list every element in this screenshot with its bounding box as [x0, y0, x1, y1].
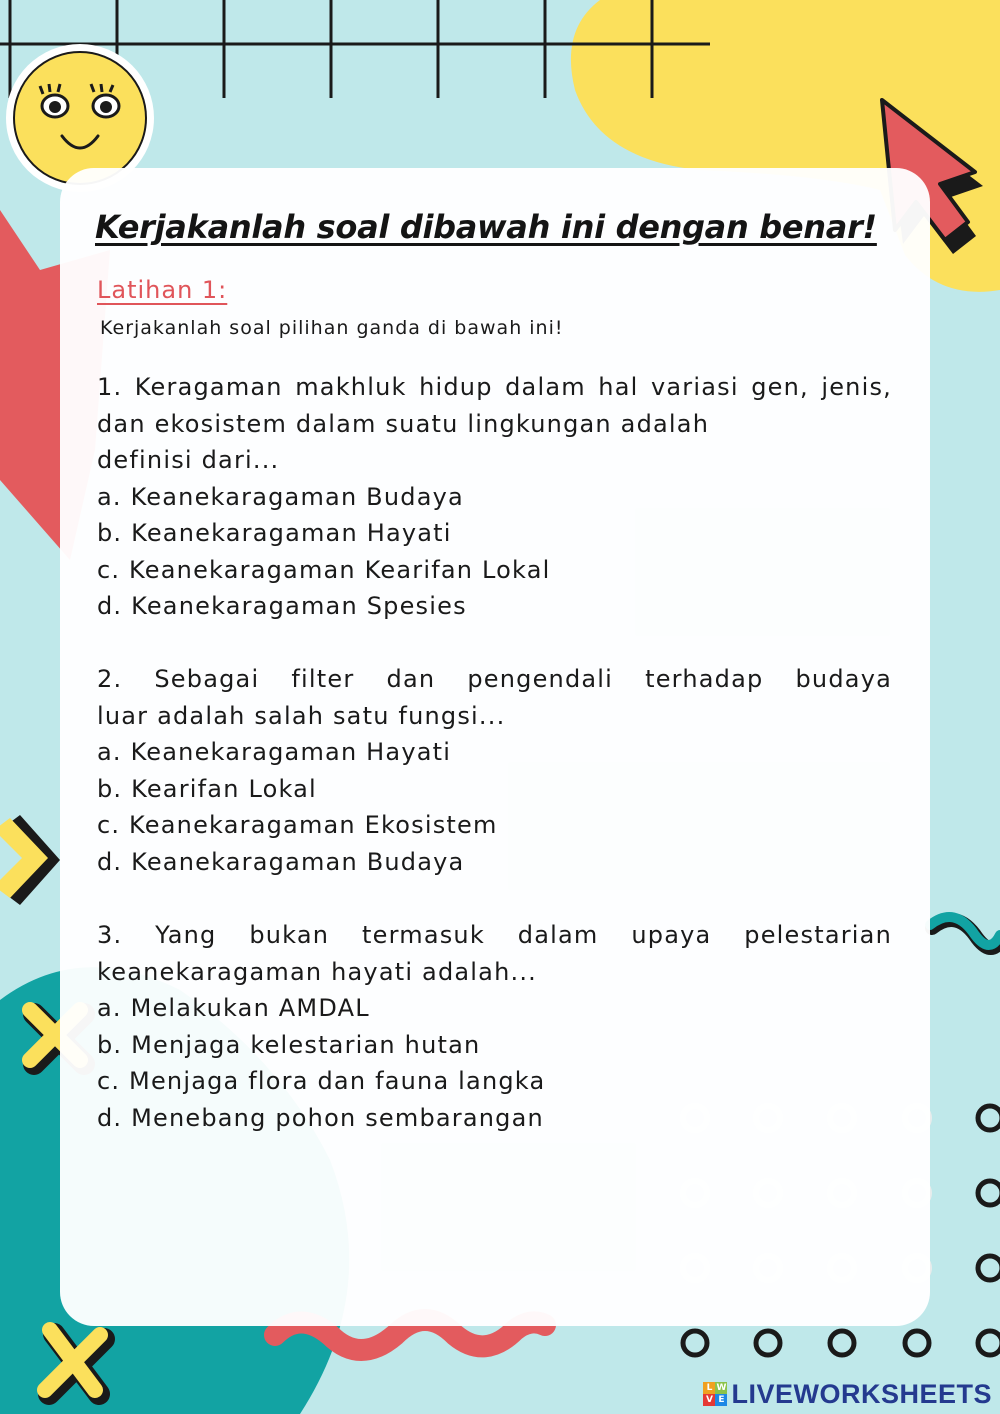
question-2 — [97, 661, 892, 880]
answer-option[interactable]: a. Keanekaragaman Hayati — [97, 738, 452, 766]
yellow-chevron-decoration — [0, 815, 60, 905]
section-label: Latihan 1: — [97, 276, 228, 304]
question-1 — [97, 369, 892, 625]
answer-option[interactable]: a. Melakukan AMDAL — [97, 994, 370, 1022]
question-text: 1. Keragaman makhluk hidup dalam hal variasi gen, jenis, dan ekosistem dalam suatu lingkungan adalah — [97, 373, 892, 438]
question-text: 3. Yang bukan termasuk dalam upaya pelestarian — [97, 921, 892, 949]
liveworksheets-logo-text: LIVEWORKSHEETS — [731, 1378, 992, 1409]
answer-option[interactable]: c. Keanekaragaman Kearifan Lokal — [97, 555, 551, 584]
question-text-end: definisi dari... — [97, 446, 280, 474]
answer-option[interactable]: d. Keanekaragaman Spesies — [97, 592, 467, 620]
liveworksheets-logo-icon: L W V E — [703, 1382, 727, 1406]
answer-option[interactable]: c. Menjaga flora dan fauna langka — [97, 1067, 546, 1095]
question-text-end: luar adalah salah satu fungsi... — [97, 701, 506, 730]
worksheet-title: Kerjakanlah soal dibawah ini dengan benar! — [95, 208, 877, 246]
answer-option[interactable]: d. Menebang pohon sembarangan — [97, 1103, 544, 1132]
question-text: 2. Sebagai filter dan pengendali terhadap budaya — [97, 665, 892, 693]
answer-option[interactable]: d. Keanekaragaman Budaya — [97, 847, 465, 876]
liveworksheets-logo — [703, 1377, 992, 1411]
question-3 — [97, 917, 892, 1136]
question-text-end: keanekaragaman hayati adalah... — [97, 957, 537, 986]
answer-option[interactable]: b. Kearifan Lokal — [97, 774, 317, 803]
answer-option[interactable]: c. Keanekaragaman Ekosistem — [97, 811, 498, 839]
answer-option[interactable]: a. Keanekaragaman Budaya — [97, 482, 464, 511]
instruction-text: Kerjakanlah soal pilihan ganda di bawah ini! — [100, 317, 564, 339]
answer-option[interactable]: b. Menjaga kelestarian hutan — [97, 1030, 481, 1059]
answer-option[interactable]: b. Keanekaragaman Hayati — [97, 519, 452, 547]
